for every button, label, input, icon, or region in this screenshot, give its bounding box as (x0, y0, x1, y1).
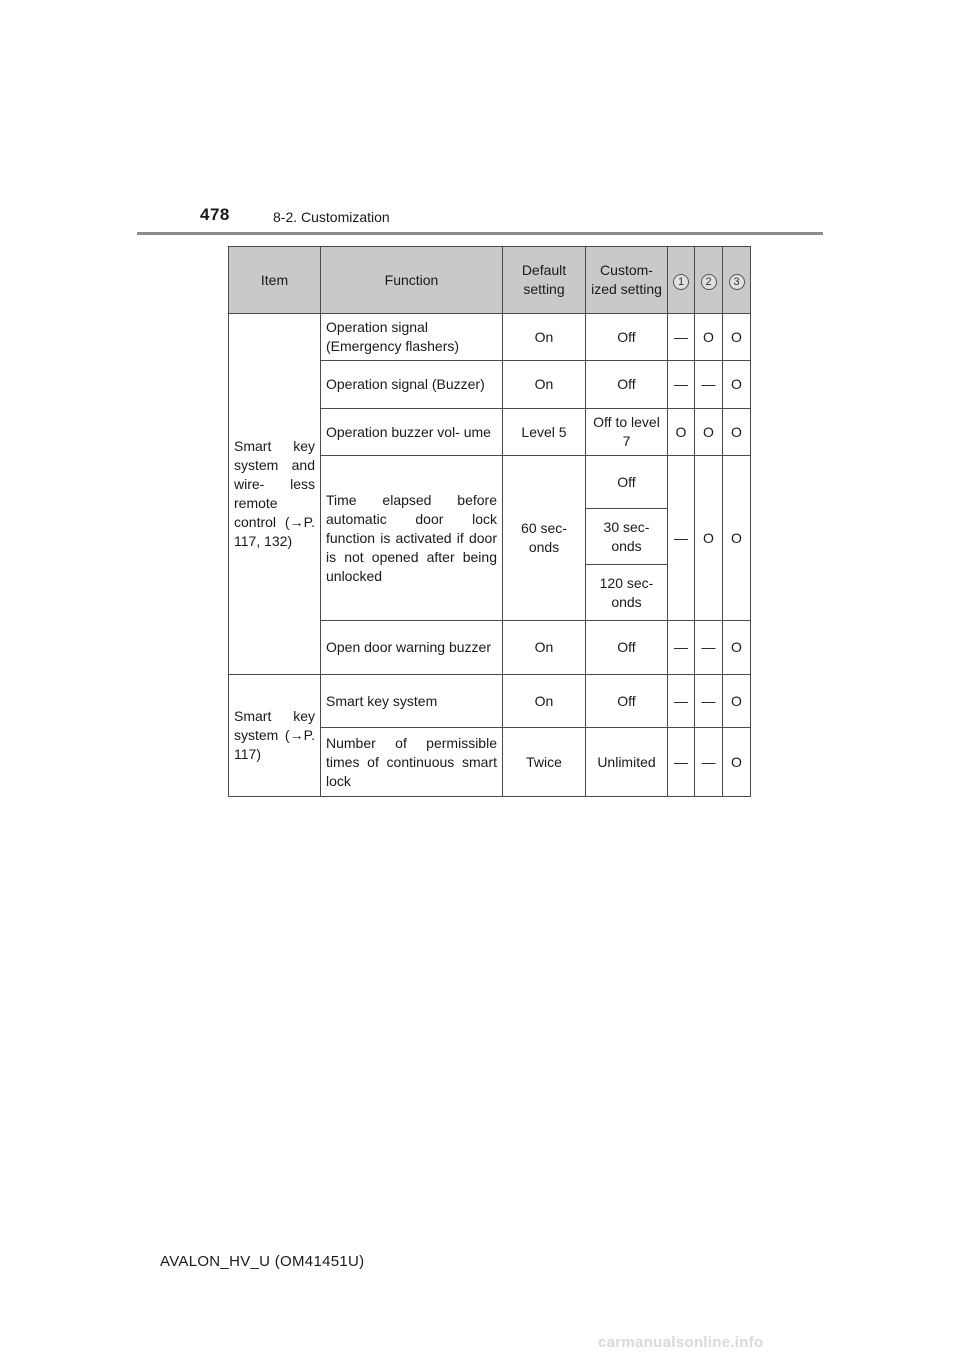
header-function: Function (321, 247, 503, 314)
default-cell: On (503, 314, 586, 361)
customization-table (228, 246, 751, 797)
custom-cell: Off to level 7 (586, 409, 668, 456)
mark-cell: O (723, 409, 751, 456)
mark-cell: — (695, 728, 723, 797)
mark-cell: — (668, 675, 695, 728)
mark-cell: — (695, 621, 723, 675)
mark-cell: — (668, 314, 695, 361)
table-row (229, 675, 751, 728)
section-title: 8-2. Customization (273, 209, 390, 225)
mark-cell: O (695, 456, 723, 621)
custom-cell: Unlimited (586, 728, 668, 797)
header-col-3 (723, 247, 751, 314)
custom-cell: Off (586, 675, 668, 728)
header-item: Item (229, 247, 321, 314)
default-cell: On (503, 361, 586, 409)
default-cell: On (503, 675, 586, 728)
page-number: 478 (200, 205, 230, 224)
mark-cell: O (723, 621, 751, 675)
header-rule (137, 232, 823, 235)
item-smart-key-wireless: Smart key system and wire- less remote control (→P. 117, 132) (229, 314, 321, 675)
function-cell: Open door warning buzzer (321, 621, 503, 675)
default-cell: 60 sec- onds (503, 456, 586, 621)
mark-cell: — (695, 361, 723, 409)
function-cell: Operation signal (Emergency flashers) (321, 314, 503, 361)
default-cell: Twice (503, 728, 586, 797)
table-row (229, 314, 751, 361)
mark-cell: O (695, 314, 723, 361)
mark-cell: O (723, 675, 751, 728)
mark-cell: — (668, 621, 695, 675)
function-cell: Operation signal (Buzzer) (321, 361, 503, 409)
header-col-2 (695, 247, 723, 314)
mark-cell: O (668, 409, 695, 456)
default-cell: On (503, 621, 586, 675)
custom-cell: Off (586, 361, 668, 409)
item-smart-key-system: Smart key system (→P. 117) (229, 675, 321, 797)
footer-model-code: AVALON_HV_U (OM41451U) (160, 1253, 365, 1270)
mark-cell: — (668, 456, 695, 621)
custom-cell: Off (586, 314, 668, 361)
header-customized-setting: Custom- ized setting (586, 247, 668, 314)
custom-cell: Off (586, 621, 668, 675)
mark-cell: O (695, 409, 723, 456)
custom-option-cell: 120 sec- onds (586, 565, 668, 621)
number-2-icon: 2 (701, 274, 717, 290)
header-default-setting: Default setting (503, 247, 586, 314)
function-cell: Time elapsed before automatic door lock function is activated if door is not opened after being unlocked (321, 456, 503, 621)
function-cell: Operation buzzer vol- ume (321, 409, 503, 456)
table-header-row (229, 247, 751, 314)
mark-cell: — (668, 361, 695, 409)
custom-option-cell: 30 sec- onds (586, 509, 668, 565)
mark-cell: O (723, 361, 751, 409)
number-1-icon: 1 (673, 274, 689, 290)
mark-cell: O (723, 456, 751, 621)
custom-option-cell: Off (586, 456, 668, 509)
default-cell: Level 5 (503, 409, 586, 456)
header-col-1 (668, 247, 695, 314)
mark-cell: O (723, 314, 751, 361)
mark-cell: — (668, 728, 695, 797)
function-cell: Number of permissible times of continuous smart lock (321, 728, 503, 797)
number-3-icon: 3 (729, 274, 745, 290)
mark-cell: — (695, 675, 723, 728)
watermark: carmanualsonline.info (598, 1334, 764, 1351)
mark-cell: O (723, 728, 751, 797)
function-cell: Smart key system (321, 675, 503, 728)
